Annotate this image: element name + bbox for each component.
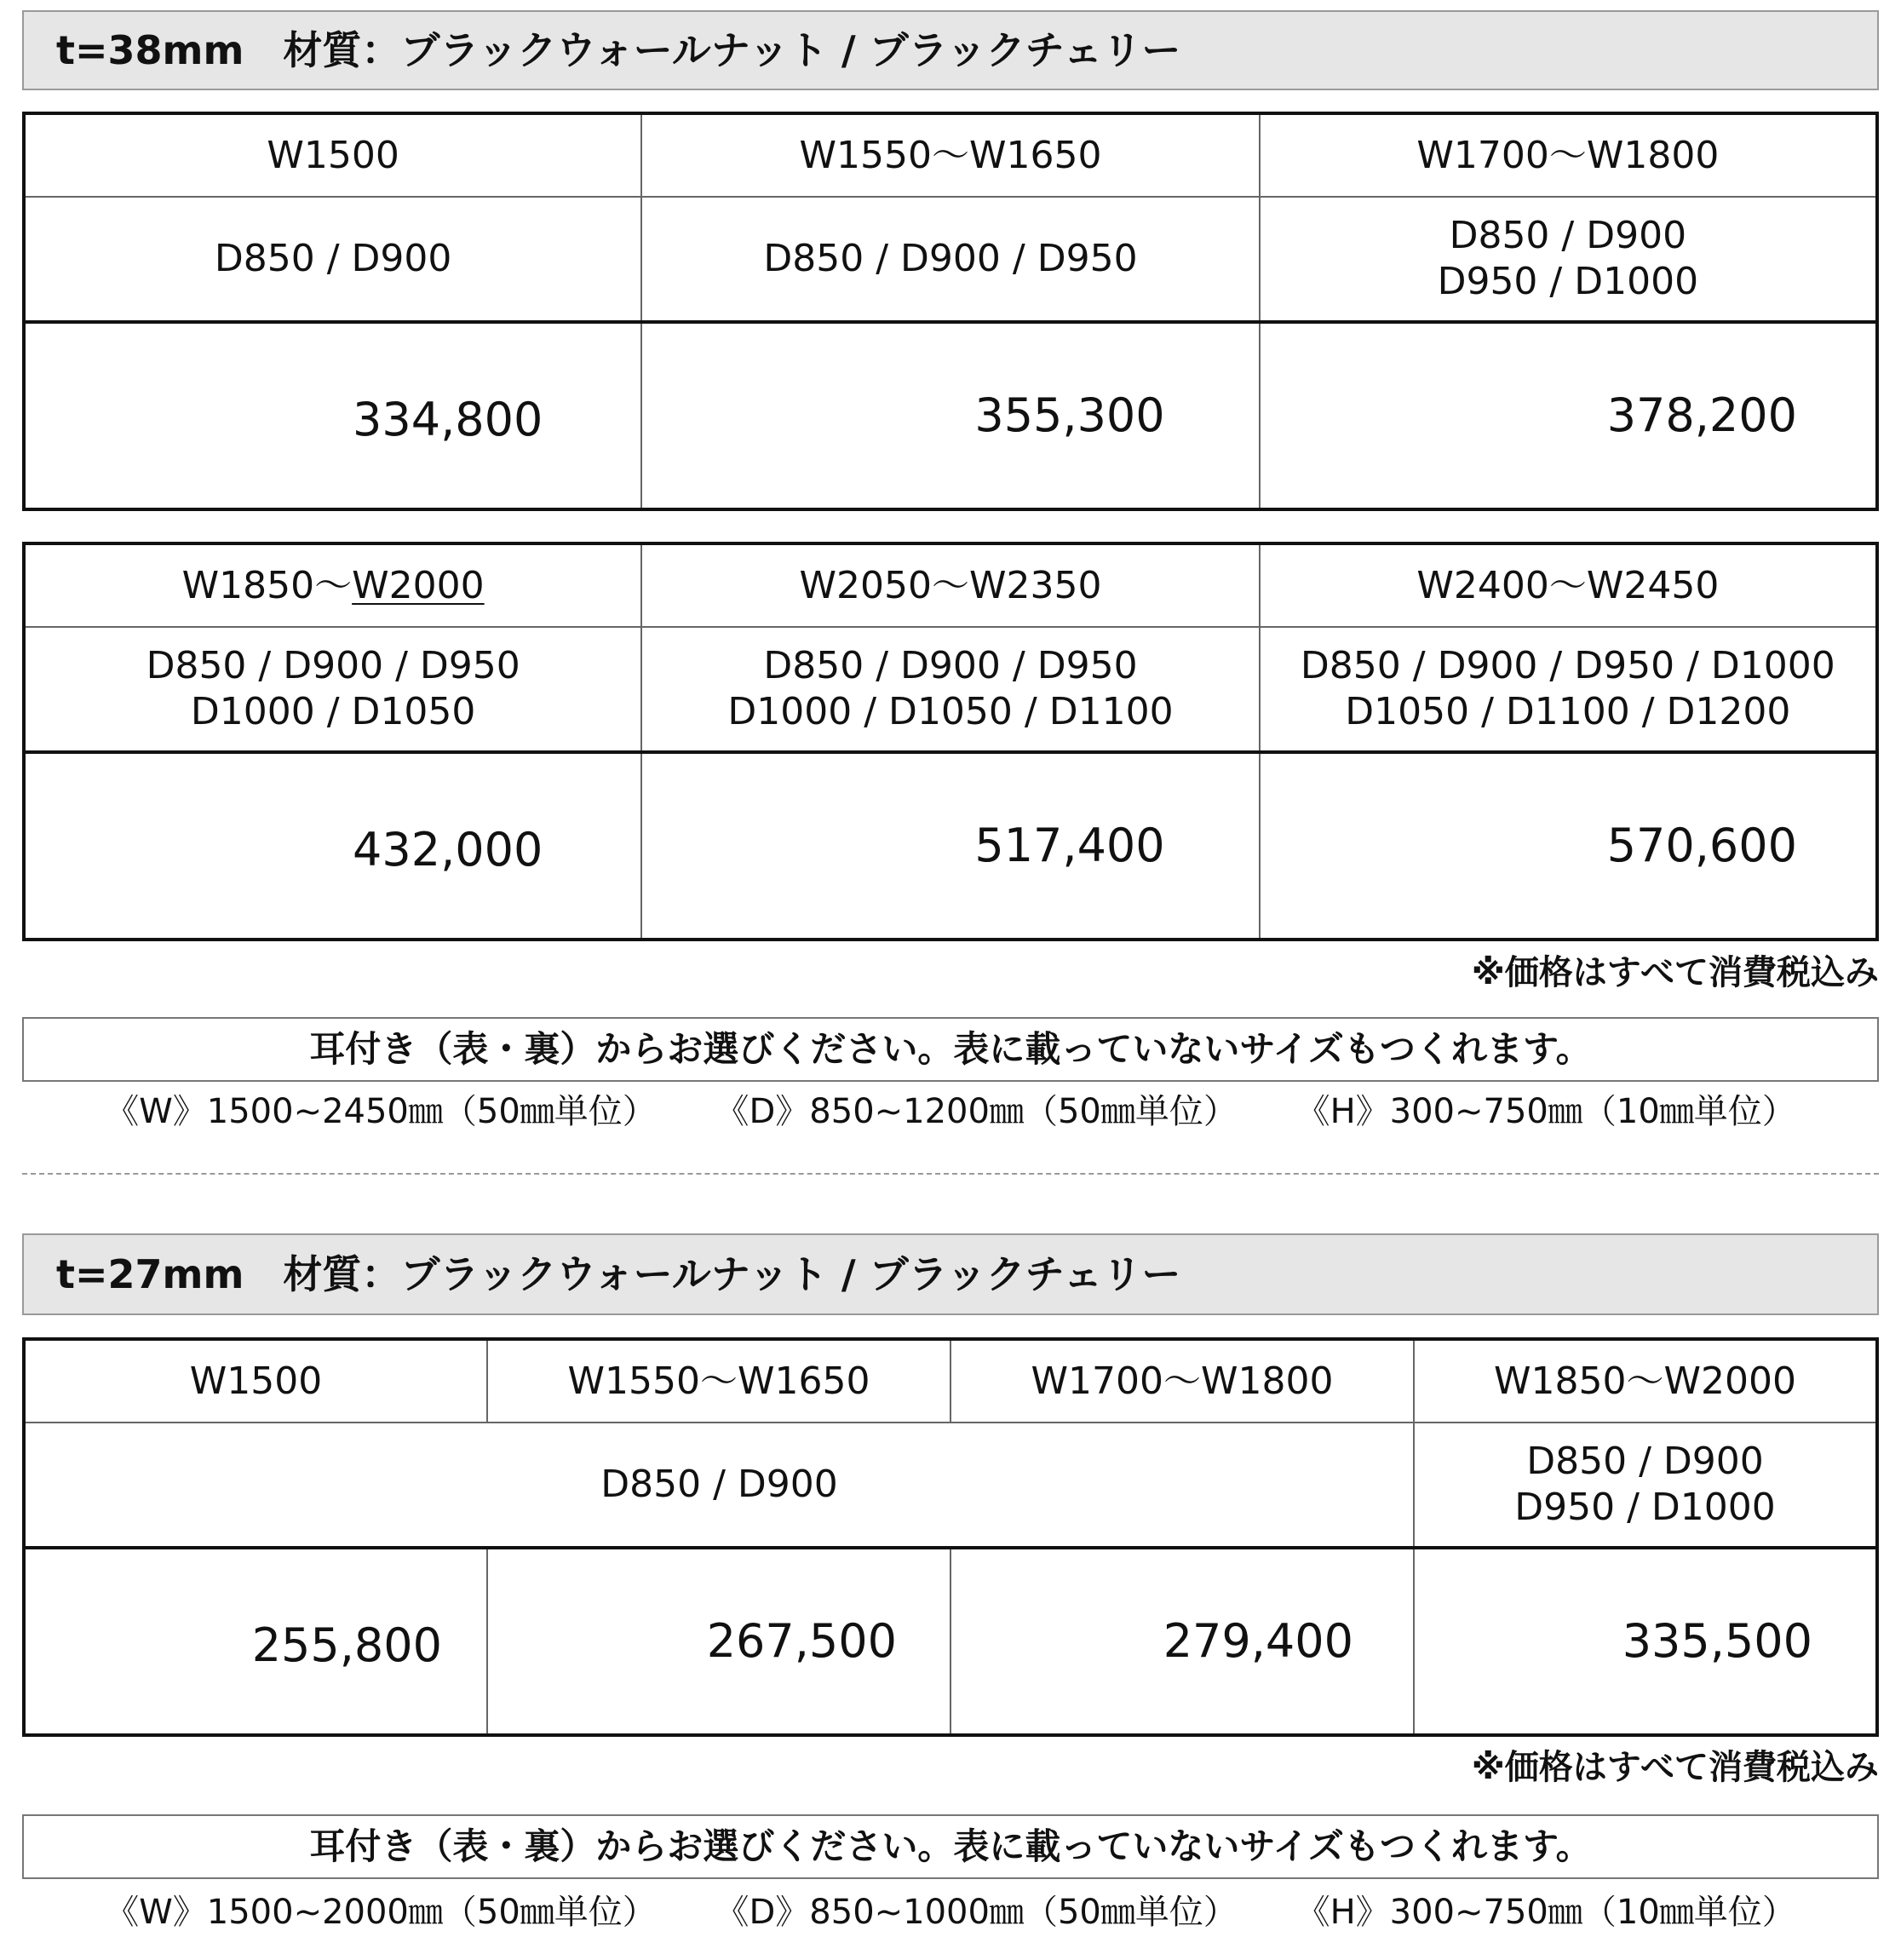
width-cell: W1700～W1800 [1260,113,1877,197]
width-row [24,543,1877,627]
depth-range: 《D》850~1200㎜（50㎜単位） [715,1095,1238,1129]
price-cell: 570,600 [1260,752,1877,940]
choose-notice: 耳付き（表・裏）からお選びください。表に載っていないサイズもつくれます。 [22,1814,1879,1879]
depth-cell: D850 / D900 [24,1423,1414,1548]
tax-note: ※価格はすべて消費税込み [1471,953,1879,992]
depth-cell: D850 / D900 D950 / D1000 [1414,1423,1877,1548]
depth-row [24,627,1877,752]
width-range: 《W》1500~2000㎜（50㎜単位） [105,1895,657,1929]
section-27-header: t=27mm 材質：ブラックウォールナット / ブラックチェリー [22,1233,1879,1315]
depth-cell: D850 / D900 D950 / D1000 [1260,197,1877,322]
price-cell: 279,400 [950,1548,1414,1735]
tax-note: ※価格はすべて消費税込み [1471,1748,1879,1787]
price-row [24,1548,1877,1735]
width-cell: W1550～W1650 [641,113,1259,197]
width-cell: W1500 [24,113,641,197]
depth-cell: D850 / D900 / D950 [641,197,1259,322]
size-ranges [22,1895,1879,1929]
price-cell: 255,800 [24,1548,487,1735]
width-cell: W1850～W2000 [1414,1339,1877,1423]
price-cell: 334,800 [24,322,641,509]
depth-cell: D850 / D900 / D950 / D1000 D1050 / D1100 / D1200 [1260,627,1877,752]
depth-row [24,197,1877,322]
depth-range: 《D》850~1000㎜（50㎜単位） [715,1895,1238,1929]
price-row [24,752,1877,940]
price-cell: 267,500 [487,1548,950,1735]
height-range: 《H》300~750㎜（10㎜単位） [1295,1095,1796,1129]
width-cell: W1500 [24,1339,487,1423]
price-table-38-a [22,112,1879,511]
width-cell: W2050～W2350 [641,543,1259,627]
width-cell: W2400～W2450 [1260,543,1877,627]
width-cell: W1550～W1650 [487,1339,950,1423]
width-row [24,113,1877,197]
price-table-38-b [22,542,1879,941]
choose-notice: 耳付き（表・裏）からお選びください。表に載っていないサイズもつくれます。 [22,1017,1879,1082]
price-cell: 517,400 [641,752,1259,940]
price-table-27 [22,1337,1879,1737]
price-cell: 432,000 [24,752,641,940]
size-ranges [22,1095,1879,1129]
price-row [24,322,1877,509]
height-range: 《H》300~750㎜（10㎜単位） [1295,1895,1796,1929]
price-cell: 355,300 [641,322,1259,509]
depth-cell: D850 / D900 / D950 D1000 / D1050 / D1100 [641,627,1259,752]
depth-row [24,1423,1877,1548]
depth-cell: D850 / D900 [24,197,641,322]
width-range: 《W》1500~2450㎜（50㎜単位） [105,1095,657,1129]
depth-cell: D850 / D900 / D950 D1000 / D1050 [24,627,641,752]
width-cell: W1850～W2000 [24,543,641,627]
width-row [24,1339,1877,1423]
price-cell: 335,500 [1414,1548,1877,1735]
section-38-header: t=38mm 材質：ブラックウォールナット / ブラックチェリー [22,10,1879,90]
price-cell: 378,200 [1260,322,1877,509]
width-cell: W1700～W1800 [950,1339,1414,1423]
section-divider [22,1173,1879,1175]
